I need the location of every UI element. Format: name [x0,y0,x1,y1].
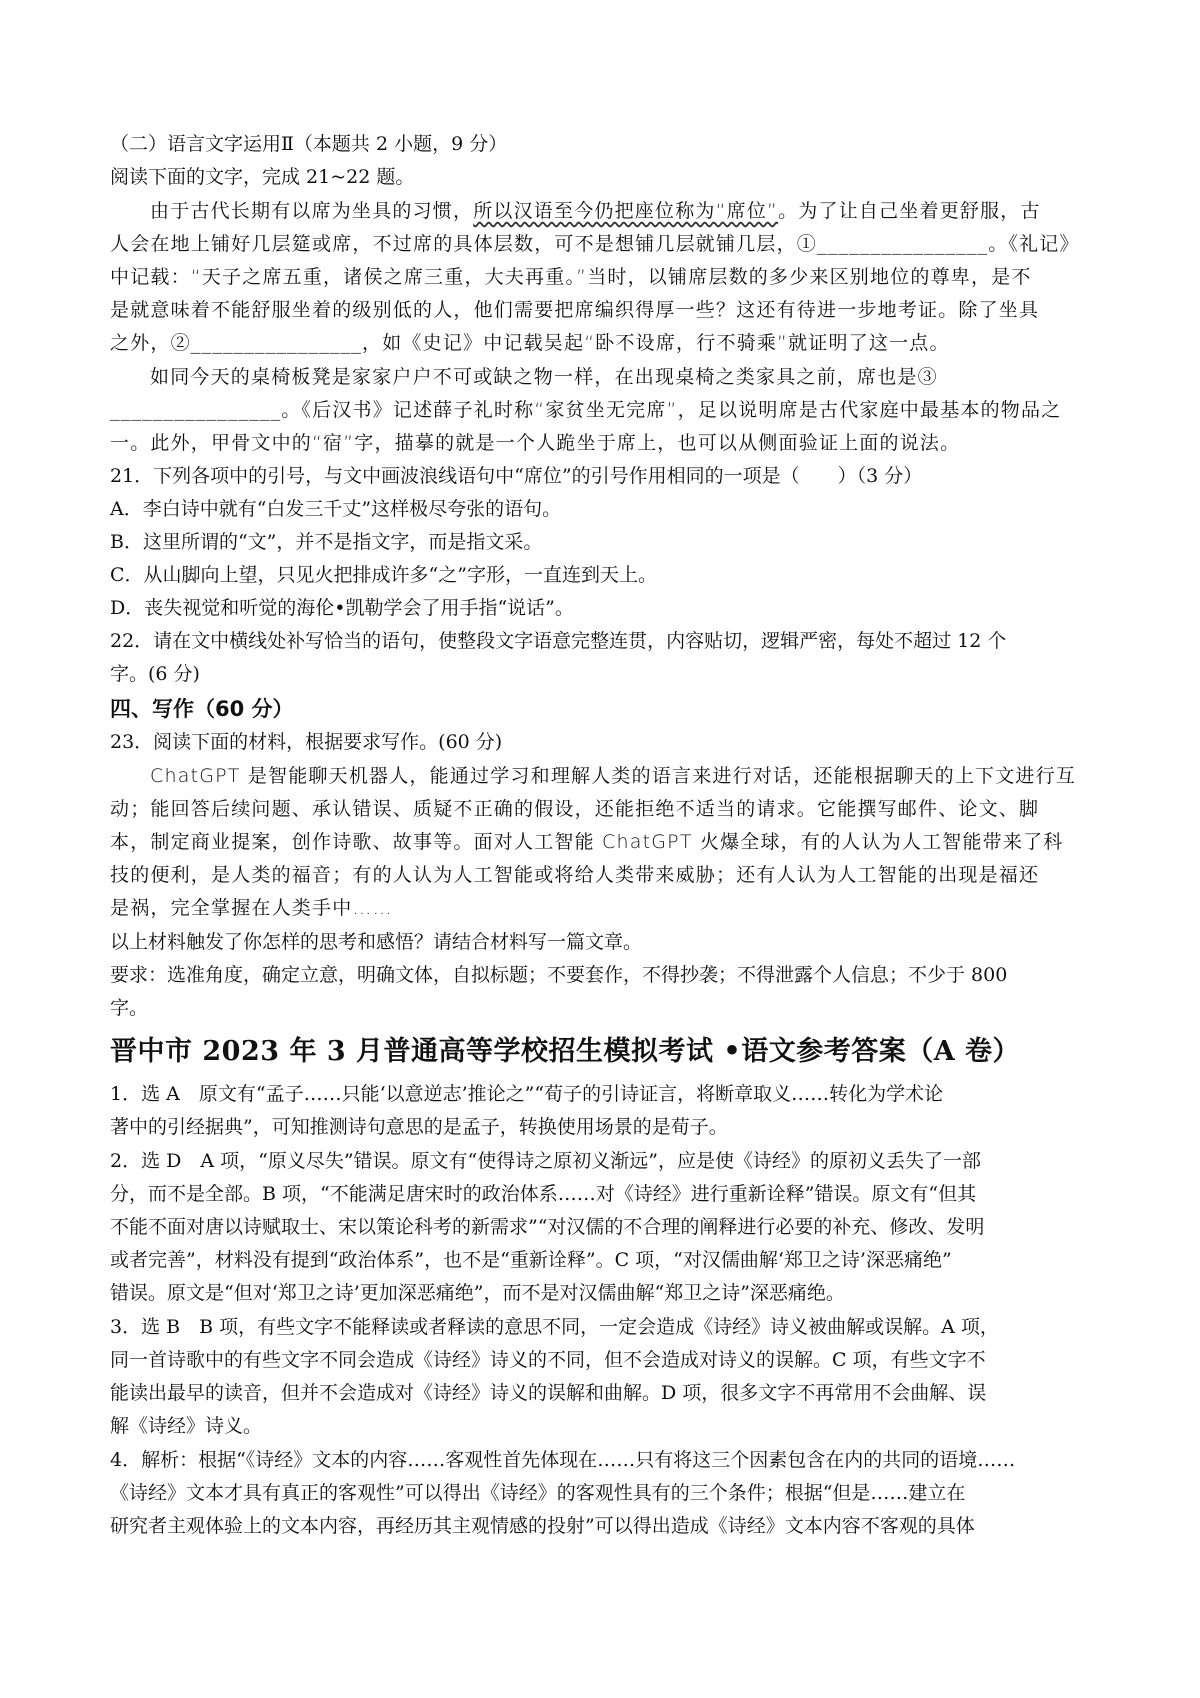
answer-3-cont: 解《诗经》诗义。 [110,1415,263,1437]
instruction-text: 阅读下面的文字，完成 21~22 题。 [110,166,415,188]
answer-4: 4．解析：根据“《诗经》文本的内容……客观性首先体现在……只有将这三个因素包含在内的共同的语境…… [110,1449,1016,1471]
material-line: 技的便利，是人类的福音；有的人认为人工智能或将给人类带来威胁；还有人认为人工智能的出现是福还 [110,864,1040,886]
material-line: 动；能回答后续问题、承认错误、质疑不正确的假设，还能拒绝不适当的请求。它能撰写邮件、论文、脚 [110,798,1040,820]
passage-line: 是就意味着不能舒服坐着的级别低的人，他们需要把席编织得厚一些？这还有待进一步地考证。除了坐具 [110,299,1040,321]
passage-line: 如同今天的桌椅板凳是家家户户不可或缺之物一样，在出现桌椅之类家具之前，席也是③ [150,366,938,388]
passage-line: 人会在地上铺好几层筵或席，不过席的具体层数，可不是想铺几层就铺几层，①________________。《礼记》 [110,233,1080,255]
answer-3-cont: 同一首诗歌中的有些文字不同会造成《诗经》诗义的不同，但不会造成对诗义的误解。C 项，有些文字不 [110,1349,986,1371]
answer-2-cont: 分，而不是全部。B 项，“不能满足唐宋时的政治体系……对《诗经》进行重新诠释”错误。原文有“但其 [110,1183,977,1205]
answer-3-cont: 能读出最早的读音，但并不会造成对《诗经》诗义的误解和曲解。D 项，很多文字不再常用不会曲解、误 [110,1382,987,1404]
passage-line: 中记载：“天子之席五重，诸侯之席三重，大夫再重。”当时，以铺席层数的多少来区别地位的尊卑，是不 [110,266,1032,288]
writing-requirements-cont: 字。 [110,997,149,1019]
passage-line: ________________。《后汉书》记述薛子礼时称“家贫坐无完席”，足以说明席是古代家庭中最基本的物品之 [110,399,1062,421]
passage-text: 。为了让自己坐着更舒服，古 [778,200,1041,222]
writing-section-heading: 四、写作（60 分） [110,697,294,721]
question-22-cont: 字。(6 分) [110,663,200,685]
answer-3: 3．选 B B 项，有些文字不能释读或者释读的意思不同，一定会造成《诗经》诗义被曲解或误解。A 项， [110,1316,999,1338]
passage-line [150,200,1095,223]
question-21: 21．下列各项中的引号，与文中画波浪线语句中“席位”的引号作用相同的一项是（ ）（3 分） [110,465,923,487]
passage-line: 一。此外，甲骨文中的“宿”字，描摹的就是一个人跪坐于席上，也可以从侧面验证上面的说法。 [110,432,961,454]
option-a: A．李白诗中就有“白发三千丈”这样极尽夸张的语句。 [110,498,562,520]
answer-4-cont: 《诗经》文本才具有真正的客观性”可以得出《诗经》的客观性具有的三个条件；根据“但是……建立在 [110,1482,966,1504]
question-22: 22．请在文中横线处补写恰当的语句，使整段文字语意完整连贯，内容贴切，逻辑严密，每处不超过 12 个 [110,630,1007,652]
answer-2: 2．选 D A 项，“原义尽失”错误。原文有“使得诗之原初义渐远”，应是使《诗经》的原初义丢失了一部 [110,1150,981,1172]
writing-prompt: 以上材料触发了你怎样的思考和感悟？请结合材料写一篇文章。 [110,931,643,953]
material-line: 是祸，完全掌握在人类手中…… [110,897,393,919]
material-line: ChatGPT 是智能聊天机器人，能通过学习和理解人类的语言来进行对话，还能根据聊天的上下文进行互 [150,765,1077,787]
answer-4-cont: 研究者主观体验上的文本内容，再经历其主观情感的投射”可以得出造成《诗经》文本内容不客观的具体 [110,1515,975,1537]
material-line: 本，制定商业提案，创作诗歌、故事等。面对人工智能 ChatGPT 火爆全球，有的人认为人工智能带来了科 [110,831,1064,853]
question-23: 23．阅读下面的材料，根据要求写作。(60 分) [110,731,503,753]
option-b: B．这里所谓的“文”，并不是指文字，而是指文采。 [110,531,543,553]
answer-1: 1．选 A 原文有“孟子……只能‘以意逆志’推论之”“荀子的引诗证言，将断章取义……转化为学术论 [110,1083,944,1105]
section-heading: （二）语言文字运用Ⅱ（本题共 2 小题，9 分） [110,133,508,155]
answer-1-cont: 著中的引经据典”，可知推测诗句意思的是孟子，转换使用场景的是荀子。 [110,1116,728,1138]
option-d: D．丧失视觉和听觉的海伦•凯勒学会了用手指“说话”。 [110,597,574,619]
answer-2-cont: 错误。原文是“但对‘郑卫之诗’更加深恶痛绝”，而不是对汉儒曲解“郑卫之诗”深恶痛绝。 [110,1282,845,1304]
passage-text: 由于古代长期有以席为坐具的习惯， [150,200,474,222]
answer-key-title: 晋中市 2023 年 3 月普通高等学校招生模拟考试 •语文参考答案（A 卷） [110,1036,1021,1067]
passage-line: 之外，②________________，如《史记》中记载吴起“卧不设席，行不骑乘”就证明了这一点。 [110,332,950,354]
answer-2-cont: 不能不面对唐以诗赋取士、宋以策论科考的新需求”“对汉儒的不合理的阐释进行必要的补充、修改、发明 [110,1216,985,1238]
writing-requirements: 要求：选准角度，确定立意，明确文体，自拟标题；不要套作，不得抄袭；不得泄露个人信息；不少于 800 [110,964,1008,986]
wavy-underlined-sentence: 所以汉语至今仍把座位称为“席位” [473,200,779,222]
option-c: C．从山脚向上望，只见火把排成许多“之”字形，一直连到天上。 [110,564,657,586]
answer-2-cont: 或者完善”，材料没有提到“政治体系”，也不是“重新诠释”。C 项，“对汉儒曲解‘郑卫之诗’深恶痛绝” [110,1249,952,1271]
